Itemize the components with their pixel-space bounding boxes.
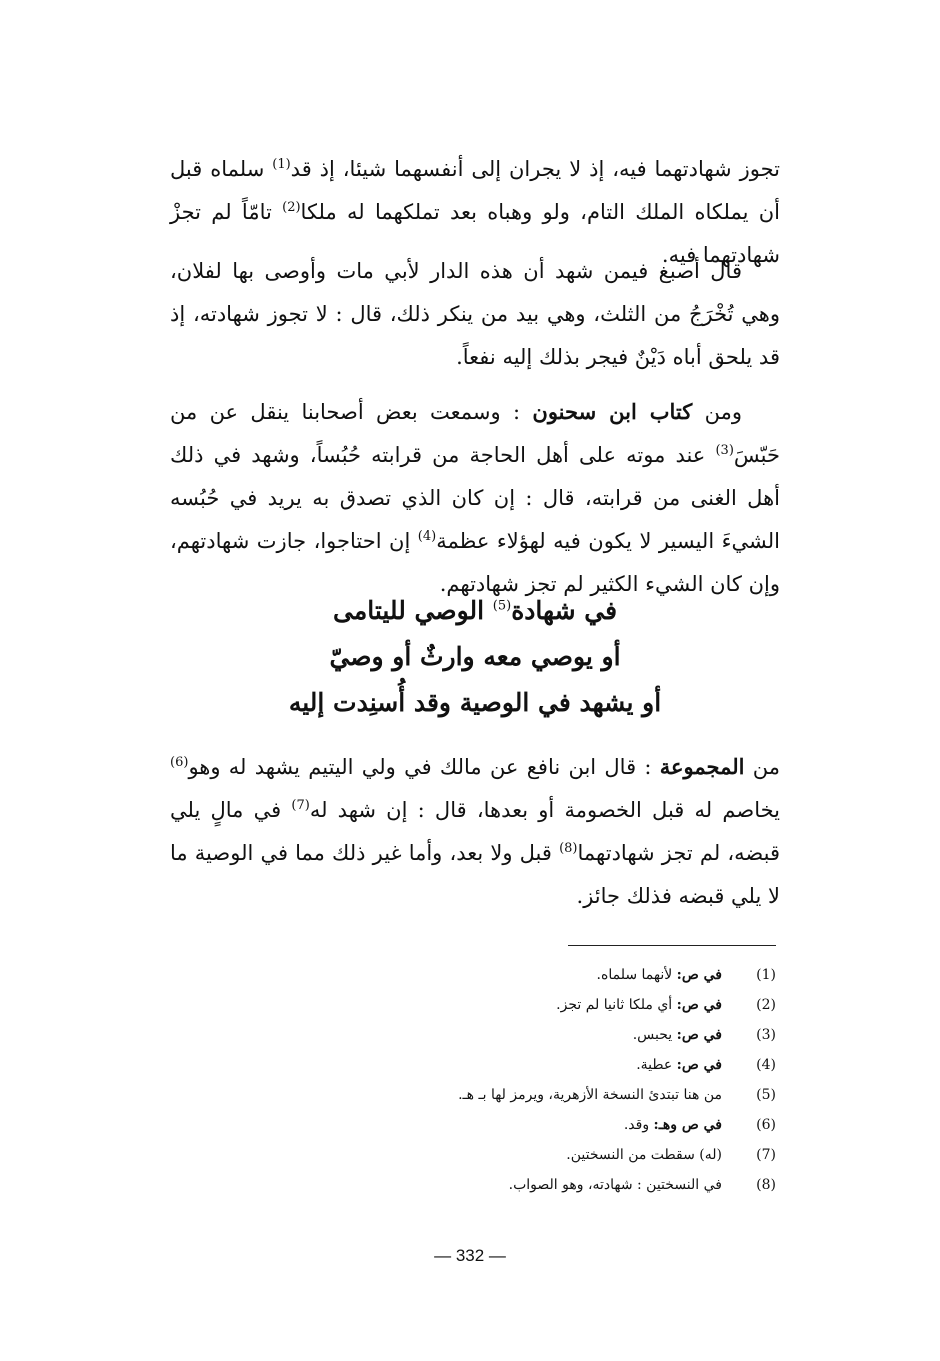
paragraph-3: [170, 390, 780, 606]
footnote-text: (له) سقطت من النسختين.: [566, 1147, 722, 1163]
footnotes: [300, 960, 776, 1200]
page-number: — 332 —: [434, 1246, 506, 1265]
footnote-item: [300, 960, 776, 990]
footnote-number: (2): [756, 997, 776, 1013]
footnote-divider: [568, 945, 776, 946]
paragraph-3-source: كتاب ابن سحنون: [532, 399, 693, 424]
footnote-number: (1): [756, 967, 776, 983]
heading-line-2: أو يوصي معه وارثٌ أو وصيّ: [329, 642, 621, 671]
paragraph-3-part-3: إن احتاجوا، جازت شهادتهم، وإن كان الشيء الكثير لم تجز شهادتهم.: [170, 529, 780, 596]
footnote-item: [300, 1140, 776, 1170]
footnote-item: [300, 1020, 776, 1050]
footnote-label: في ص:: [676, 997, 722, 1013]
footnote-ref-2: (2): [282, 200, 301, 215]
paragraph-3-prefix: ومن: [692, 400, 742, 424]
paragraph-4: [170, 745, 780, 918]
footnote-ref-7: (7): [291, 798, 310, 813]
paragraph-4-source: المجموعة: [659, 754, 745, 779]
paragraph-3-part-1: : وسمعت بعض أصحابنا ينقل عن من حَبّسَ: [170, 400, 780, 467]
paragraph-4-part-2: يخاصم له قبل الخصومة أو بعدها، قال : إن شهد له: [309, 798, 780, 822]
heading-line-1: [170, 588, 780, 634]
footnote-text: أي ملكا ثانيا لم تجز.: [556, 997, 677, 1013]
heading-line-3: أو يشهد في الوصية وقد أُسنِدت إليه: [288, 688, 662, 717]
footnote-ref-6: (6): [170, 755, 189, 770]
footnote-number: (4): [756, 1057, 776, 1073]
footnote-text: في النسختين : شهادته، وهو الصواب.: [508, 1177, 722, 1193]
footnote-text: يحبس.: [632, 1027, 677, 1043]
footnote-ref-3: (3): [715, 443, 734, 458]
footnote-label: في ص:: [676, 1057, 722, 1073]
footnote-item: [300, 1080, 776, 1110]
footnote-number: (3): [756, 1027, 776, 1043]
footnote-number: (6): [756, 1117, 776, 1133]
paragraph-1-part-2: سلماه قبل أن يملكاه الملك التام، ولو وهباه بعد تملكهما له ملكا: [170, 157, 780, 224]
footnote-label: في ص:: [676, 967, 722, 983]
footnote-ref-1: (1): [272, 157, 291, 172]
footnote-number: (7): [756, 1147, 776, 1163]
paragraph-3-part-2: عند موته على أهل الحاجة من قرابته حُبُساً، وشهد في ذلك أهل الغنى من قرابته، قال : إن كان الذي تصدق به يريد في حُبُسه الشيءَ اليسير لا يكون فيه لهؤلاء عظمة: [170, 443, 780, 553]
footnote-ref-4: (4): [417, 529, 437, 544]
footnote-label: في ص وهـ:: [653, 1117, 722, 1133]
footnote-text: لأنهما سلماه.: [596, 967, 677, 983]
heading-line-1-a: في شهادة: [511, 596, 618, 625]
heading-line-1-b: الوصي لليتامى: [332, 596, 493, 625]
footnote-number: (5): [756, 1087, 776, 1103]
footnote-text: عطية.: [636, 1057, 677, 1073]
footnote-text: وقد.: [623, 1117, 654, 1133]
paragraph-4-part-3: في مالٍ يلي قبضه، لم تجز شهادتهما: [170, 798, 780, 865]
footnote-item: [300, 1170, 776, 1200]
paragraph-4-part-4: قبل ولا بعد، وأما غير ذلك مما في الوصية ما لا يلي قبضه فذلك جائز.: [170, 841, 780, 908]
paragraph-2-text: قال أصبغ فيمن شهد أن هذه الدار لأبي مات وأوصى بها لفلان، وهي تُخْرَجُ من الثلث، وهي بيد من ينكر ذلك، قال : لا تجوز شهادته، إذ قد يلحق أباه دَيْنٌ فيجر بذلك إليه نفعاً.: [170, 259, 780, 369]
footnote-item: [300, 1050, 776, 1080]
footnote-item: [300, 990, 776, 1020]
footnote-ref-8: (8): [559, 841, 578, 856]
paragraph-4-part-1: : قال ابن نافع عن مالك في ولي اليتيم يشهد له وهو: [188, 755, 660, 779]
section-heading: [170, 588, 780, 726]
footnote-item: [300, 1110, 776, 1140]
paragraph-1-part-1: تجوز شهادتهما فيه، إذ لا يجران إلى أنفسهما شيئا، إذ قد: [290, 157, 780, 181]
paragraph-4-prefix: من: [744, 755, 780, 779]
footnote-number: (8): [756, 1177, 776, 1193]
footnote-label: في ص:: [676, 1027, 722, 1043]
footnote-text: من هنا تبتدئ النسخة الأزهرية، ويرمز لها بـ هـ.: [458, 1087, 722, 1103]
footnote-ref-5: (5): [492, 598, 512, 614]
paragraph-1-part-3: تامّاً لم تجزْ شهادتهما فيه.: [170, 200, 780, 267]
paragraph-2: [170, 250, 780, 379]
